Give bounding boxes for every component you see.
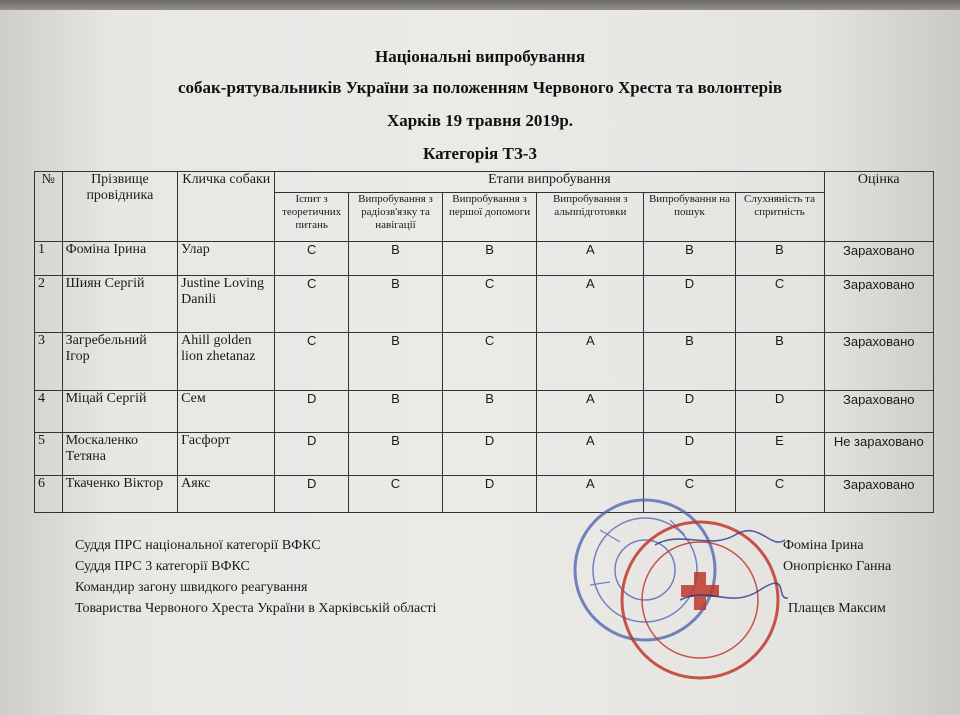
doc-title-line1: Національні випробування — [374, 47, 586, 66]
dog-name: Ahill golden lion zhetanaz — [178, 333, 275, 391]
stage-grade: D — [644, 433, 735, 475]
stage-grade: A — [537, 475, 644, 512]
stage-grade: A — [537, 433, 644, 475]
dog-name: Аякс — [178, 475, 275, 512]
handler-name: Фоміна Ірина — [62, 242, 178, 276]
stage-grade: D — [275, 433, 349, 475]
stage-grade: C — [443, 333, 537, 391]
result-cell: Зараховано — [824, 333, 933, 391]
row-number: 1 — [35, 242, 63, 276]
handler-name: Ткаченко Віктор — [62, 475, 178, 512]
col-header-num: № — [35, 172, 63, 242]
stage-grade: B — [644, 242, 735, 276]
dog-name: Сем — [178, 391, 275, 433]
row-number: 3 — [35, 333, 63, 391]
table-row — [35, 433, 934, 475]
table-row — [35, 475, 934, 512]
signature-name-3: Плащєв Максим — [788, 601, 886, 616]
table-row — [35, 333, 934, 391]
stage-grade: C — [443, 276, 537, 333]
handler-name: Шиян Сергій — [62, 276, 178, 333]
result-cell: Зараховано — [824, 475, 933, 512]
stage-grade: E — [735, 433, 824, 475]
stage-grade: D — [275, 475, 349, 512]
stage-grade: A — [537, 391, 644, 433]
stage-grade: D — [443, 433, 537, 475]
row-number: 4 — [35, 391, 63, 433]
signature-label-1: Суддя ПРС національної категорії ВФКС — [75, 538, 321, 553]
stage-header: Іспит з теоретичних питань — [275, 192, 349, 242]
col-header-handler: Прізвище провідника — [62, 172, 178, 242]
row-number: 2 — [35, 276, 63, 333]
col-header-score: Оцінка — [824, 172, 933, 242]
table-row — [35, 276, 934, 333]
table-row — [35, 391, 934, 433]
stage-grade: D — [443, 475, 537, 512]
result-cell: Зараховано — [824, 276, 933, 333]
dog-name: Улар — [178, 242, 275, 276]
stage-grade: B — [348, 242, 442, 276]
stage-header: Випробування на пошук — [644, 192, 735, 242]
handler-name: Москаленко Тетяна — [62, 433, 178, 475]
col-header-dog: Кличка собаки — [178, 172, 275, 242]
handler-name: Загребельний Ігор — [62, 333, 178, 391]
stage-grade: C — [735, 475, 824, 512]
stage-grade: B — [348, 433, 442, 475]
stage-grade: D — [644, 276, 735, 333]
stage-grade: D — [275, 391, 349, 433]
result-cell: Зараховано — [824, 391, 933, 433]
signature-label-3: Командир загону швидкого реагування — [75, 580, 308, 595]
dog-name: Justine Loving Danili — [178, 276, 275, 333]
row-number: 6 — [35, 475, 63, 512]
table-body — [35, 242, 934, 513]
stage-grade: C — [644, 475, 735, 512]
stage-header: Випробування з радіозв'язку та навігації — [348, 192, 442, 242]
signature-label-4: Товариства Червоного Хреста України в Харківській області — [75, 601, 437, 616]
result-cell: Не зараховано — [824, 433, 933, 475]
stage-grade: A — [537, 242, 644, 276]
col-header-stages: Етапи випробування — [275, 172, 824, 193]
handler-name: Міцай Сергій — [62, 391, 178, 433]
stage-grade: C — [348, 475, 442, 512]
signature-name-1: Фоміна Ірина — [783, 538, 864, 553]
stage-grade: D — [644, 391, 735, 433]
official-stamp — [560, 490, 790, 690]
doc-title-line4: Категорія ТЗ-3 — [423, 144, 537, 163]
stage-grade: C — [275, 242, 349, 276]
doc-title-line3: Харків 19 травня 2019р. — [386, 111, 574, 130]
stage-header: Випробування з першої допомоги — [443, 192, 537, 242]
row-number: 5 — [35, 433, 63, 475]
stage-grade: B — [443, 391, 537, 433]
stage-grade: A — [537, 333, 644, 391]
stage-grade: B — [348, 276, 442, 333]
stage-grade: B — [348, 391, 442, 433]
stage-grade: B — [644, 333, 735, 391]
dog-name: Гасфорт — [178, 433, 275, 475]
result-cell: Зараховано — [824, 242, 933, 276]
signature-name-2: Онопрієнко Ганна — [783, 559, 892, 574]
stage-grade: D — [735, 391, 824, 433]
doc-title-line2: собак-рятувальників України за положенням Червоного Хреста та волонтерів — [177, 78, 783, 97]
stage-grade: C — [275, 276, 349, 333]
signature-label-2: Суддя ПРС 3 категорії ВФКС — [75, 559, 250, 574]
stage-grade: A — [537, 276, 644, 333]
stage-grade: B — [735, 242, 824, 276]
table-row — [35, 242, 934, 276]
stage-header: Слухняність та спритність — [735, 192, 824, 242]
stage-header: Випробування з альппідготовки — [537, 192, 644, 242]
stage-grade: B — [443, 242, 537, 276]
stage-grade: C — [275, 333, 349, 391]
stage-grade: C — [735, 276, 824, 333]
stage-grade: B — [348, 333, 442, 391]
results-table — [34, 171, 934, 513]
stage-grade: B — [735, 333, 824, 391]
